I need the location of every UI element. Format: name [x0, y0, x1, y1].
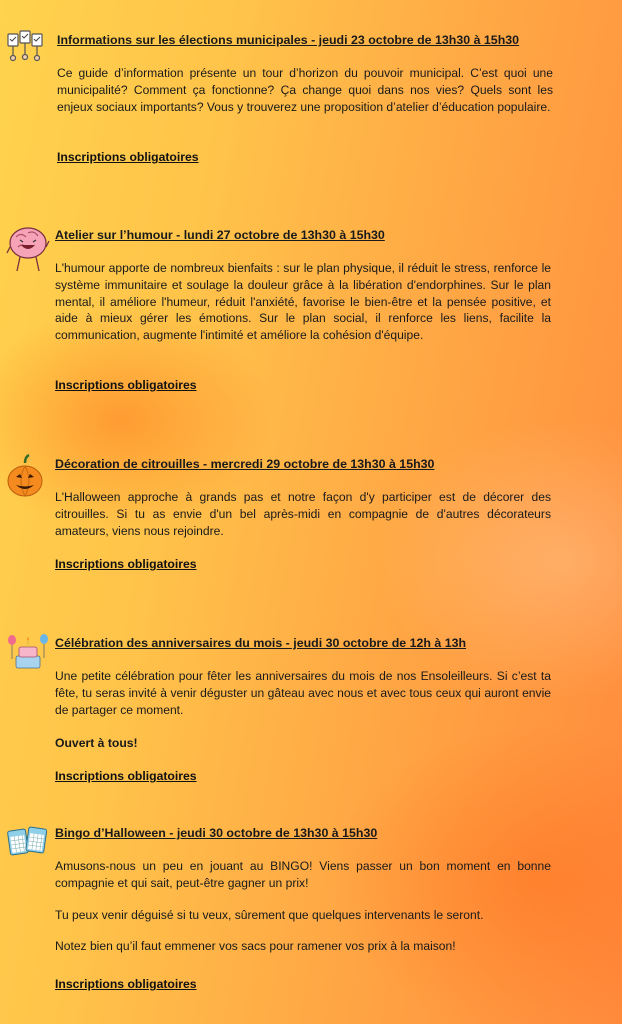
registration-link[interactable]: Inscriptions obligatoires: [55, 977, 197, 991]
registration-link[interactable]: Inscriptions obligatoires: [55, 557, 197, 571]
vote-ballots-icon: [6, 28, 46, 68]
description-paragraph: L'Halloween approche à grands pas et notre façon d'y participer est de décorer des citrouilles. Si tu as envie d'un bel après-midi en compagnie de d'autres décorateurs amateurs, viens nous rejoindre.: [55, 490, 551, 538]
event-description: [55, 260, 551, 344]
event-description: [55, 858, 551, 955]
description-paragraph: Une petite célébration pour fêter les anniversaires du mois de nos Ensoleilleurs. Si c’est ta fête, tu seras invité à venir déguster un gâteau avec nous et avec tous ceux qui auront envie de partager ce moment.: [55, 669, 551, 717]
event-description: [55, 489, 551, 539]
event-description: [57, 65, 553, 115]
event-title: Décoration de citrouilles - mercredi 29 octobre de 13h30 à 15h30: [55, 457, 435, 471]
description-paragraph: Amusons-nous un peu en jouant au BINGO! Viens passer un bon moment en bonne compagnie et qui sait, peut-être gagner un prix!: [55, 859, 551, 890]
registration-link[interactable]: Inscriptions obligatoires: [55, 769, 197, 783]
event-title: Célébration des anniversaires du mois - jeudi 30 octobre de 12h à 13h: [55, 636, 467, 650]
pumpkin-icon: [6, 453, 44, 499]
registration-link[interactable]: Inscriptions obligatoires: [57, 150, 199, 164]
description-paragraph: Ce guide d’information présente un tour d’horizon du pouvoir municipal. C’est quoi une municipalité? Comment ça fonctionne? Ça change quoi dans nos vies? Quels sont les enjeux sociaux importants? Vous y trouverez une proposition d’atelier d’éducation populaire.: [57, 66, 553, 114]
open-to-all-note: Ouvert à tous!: [55, 736, 138, 750]
laughing-brain-icon: [6, 225, 50, 275]
description-paragraph: Tu peux venir déguisé si tu veux, sûrement que quelques intervenants le seront.: [55, 907, 484, 922]
description-paragraph: L'humour apporte de nombreux bienfaits : sur le plan physique, il réduit le stress, renforce le système immunitaire et soulage la douleur grâce à la libération d'endorphines. Sur le plan mental, il améliore l'humeur, réduit l'anxiété, favorise le bien-être et la pensée positive, et aide à mieux gérer les émotions. Sur le plan social, il renforce les liens, facilite la communication, augmente l'intimité et améliore la cohésion d'équipe.: [55, 261, 551, 343]
birthday-cake-icon: [6, 632, 50, 672]
event-description: [55, 668, 551, 718]
bingo-cards-icon: [6, 824, 48, 860]
event-title: Bingo d’Halloween - jeudi 30 octobre de 13h30 à 15h30: [55, 826, 378, 840]
event-title: Atelier sur l’humour - lundi 27 octobre de 13h30 à 15h30: [55, 228, 385, 242]
registration-link[interactable]: Inscriptions obligatoires: [55, 378, 197, 392]
description-paragraph: Notez bien qu’il faut emmener vos sacs pour ramener vos prix à la maison!: [55, 939, 456, 954]
event-title: Informations sur les élections municipales - jeudi 23 octobre de 13h30 à 15h30: [57, 33, 520, 47]
